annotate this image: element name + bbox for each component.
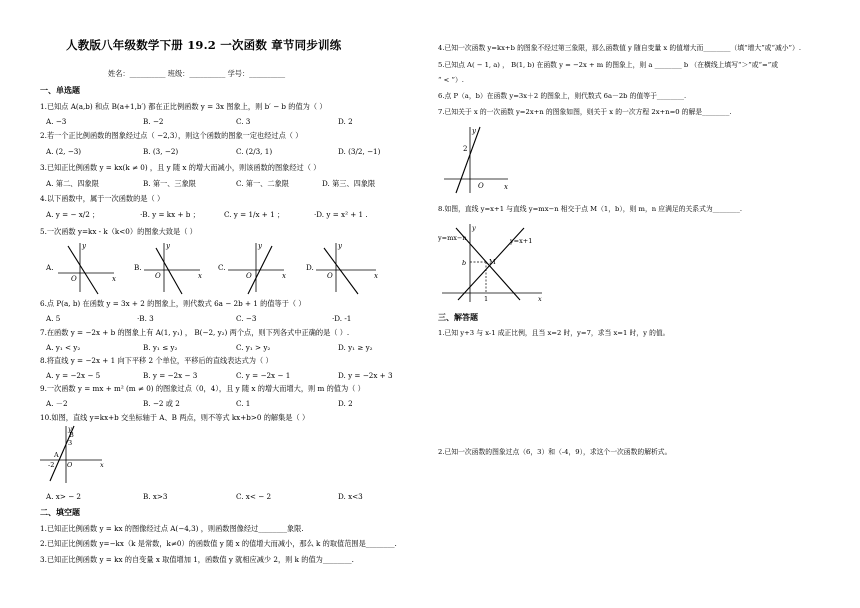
fill-q7: 7.已知关于 x 的一次函数 y=2x+n 的图象如图，则关于 x 的一次方程 2x+n=0 的解是________. [438, 108, 732, 116]
q4-option-d: ·D. y = x² + 1 . [314, 210, 368, 219]
axis-label-y: y [166, 242, 170, 250]
q9-option-c: C. 1 [236, 399, 251, 408]
q2-option-a: A. (2, −3) [46, 147, 82, 156]
solve-q2: 2.已知一次函数的图象过点（6，3）和（-4，9），求这个一次函数的解析式。 [438, 448, 672, 456]
q5-graph-d [314, 240, 380, 295]
origin-label: O [71, 275, 77, 283]
solve-q1: 1.已知 y+3 与 x-1 成正比例，且当 x=2 时，y=7，求当 x=1 时，y 的值。 [438, 329, 670, 337]
fill-q8-line2-label: y=mx−n [438, 234, 467, 242]
q9-option-a: A. －2 [46, 399, 68, 408]
fill-q3: 3.已知正比例函数 y = kx 的自变量 x 取值增加 1，函数值 y 就相应减少 2，则 k 的值为________. [40, 555, 354, 564]
q7-option-c: C. y₁ > y₂ [236, 343, 271, 352]
fill-q7-y-tick-label: 2 [463, 145, 468, 153]
fill-q2: 2.已知正比例函数 y=−kx（k 是常数，k≠0）的函数值 y 随 x 的值增大而减小，那么 k 的取值范围是________. [40, 539, 397, 548]
section-heading-solve: 三、解答题 [438, 312, 478, 322]
q1-option-b: B. −2 [143, 117, 164, 126]
q5-option-d: D. [306, 263, 314, 272]
section-heading-single-choice: 一、单选题 [40, 85, 80, 95]
q1-option-a: A. −3 [46, 117, 67, 126]
fill-q8-line1-label: y=x+1 [510, 237, 533, 245]
origin-label: O [67, 461, 73, 469]
q10-option-d: D. x<3 [338, 492, 363, 501]
section-heading-fill-in: 二、填空题 [40, 507, 80, 517]
q10-point-b-label: B [69, 431, 74, 439]
fill-q6: 6.点 P（a，b）在函数 y=3x＋2 的图象上，则代数式 6a－2b 的值等于________. [438, 92, 687, 100]
origin-label: O [327, 272, 333, 280]
q8-stem: 8.将直线 y = −2x + 1 向下平移 2 个单位，平移后的直线表达式为（ ） [40, 356, 273, 365]
q9-stem: 9.一次函数 y = mx + m² (m ≠ 0) 的图象过点（0，4），且 y 随 x 的增大而增大，则 m 的值为（ ） [40, 384, 365, 393]
q10-point-a-label: A [54, 451, 59, 459]
q10-option-a: A. x> − 2 [46, 492, 82, 501]
q10-stem: 10.如图，直线 y=kx+b 交坐标轴于 A、B 两点，则不等式 kx+b>0 的解集是（ ） [40, 413, 310, 422]
q10-graph [38, 423, 106, 485]
fill-q5-line1: 5.已知点 A( − 1, a) ， B(1, b) 在函数 y = −2x + m 的图象上，则 a ________ b （在横线上填写“＞”或“=”或 [438, 61, 778, 69]
q6-option-d: ·D. -1 [332, 314, 352, 323]
axis-label-x: x [282, 272, 286, 280]
axis-label-x: x [374, 272, 378, 280]
q3-option-b: B. 第一、三象限 [143, 179, 196, 188]
q6-option-a: A. 5 [46, 314, 61, 323]
q7-option-d: D. y₁ ≥ y₂ [338, 343, 373, 352]
q6-option-c: C. −3 [236, 314, 257, 323]
q10-x-tick-label: -2 [48, 461, 55, 469]
axis-label-y: y [472, 224, 476, 232]
q8-option-a: A. y = −2x − 5 [46, 371, 101, 380]
axis-label-x: x [112, 275, 116, 283]
origin-label: O [246, 272, 252, 280]
q5-graph-b [142, 240, 204, 295]
fill-q5-line2: “ < ”）. [438, 76, 464, 84]
fill-q8-b-label: b [462, 259, 467, 267]
q5-option-b: B. [134, 263, 142, 272]
q3-option-c: C. 第一、二象限 [236, 179, 289, 188]
axis-label-x: x [198, 272, 202, 280]
q5-option-c: C. [218, 263, 226, 272]
q4-option-c: C. y = 1/x + 1 ； [224, 210, 285, 219]
q1-stem: 1.已知点 A(a,b) 和点 B(a+1,b′) 都在正比例函数 y = 3x 图象上，则 b′ − b 的值为（ ） [40, 102, 327, 111]
axis-label-x: x [538, 295, 542, 303]
fill-q8: 8.如图，直线 y=x+1 与直线 y=mx−n 相交于点 M（1，b），则 m，n 应满足的关系式为________. [438, 205, 743, 213]
q4-option-a: A. y = − x/2 ； [46, 210, 100, 219]
fill-q8-graph [438, 222, 548, 304]
q4-option-b: ·B. y = kx + b ； [140, 210, 200, 219]
axis-label-y: y [472, 127, 476, 135]
q5-stem: 5.一次函数 y=kx - k（k<0）的图象大致是（ ） [40, 227, 197, 236]
q10-option-b: B. x>3 [143, 492, 168, 501]
q7-option-b: B. y₁ ≤ y₂ [143, 343, 178, 352]
q1-option-d: D. 2 [338, 117, 353, 126]
fill-q7-graph [440, 123, 512, 195]
q10-option-c: C. x< − 2 [236, 492, 272, 501]
origin-label: O [478, 182, 484, 190]
axis-label-y: y [82, 242, 86, 250]
q8-option-b: B. y = −2x − 3 [143, 371, 198, 380]
q8-option-c: C. y = −2x − 1 [236, 371, 291, 380]
q5-graph-a [56, 240, 118, 295]
q7-option-a: A. y₁ < y₂ [46, 343, 81, 352]
fill-q8-point-m-label: M [489, 258, 496, 266]
q5-graph-c [226, 240, 288, 295]
q8-option-d: D. y = −2x + 3 [338, 371, 393, 380]
q1-option-c: C. 3 [236, 117, 251, 126]
fill-q4: 4.已知一次函数 y=kx+b 的图象不经过第三象限，那么函数值 y 随自变量 x 的值增大而________（填“增大”或“减小”）. [438, 44, 801, 52]
q9-option-d: D. 2 [338, 399, 353, 408]
fill-q8-x-tick-label: 1 [484, 295, 489, 303]
q4-stem: 4.以下函数中，属于一次函数的是（ ） [40, 194, 165, 203]
fill-q1: 1.已知正比例函数 y = kx 的图像经过点 A(−4,3) ，则函数图像经过________象限. [40, 524, 304, 533]
q3-option-a: A. 第二、四象限 [46, 179, 99, 188]
q10-y-tick-label: 3 [68, 439, 73, 447]
axis-label-y: y [68, 425, 72, 433]
q2-option-b: B. (3, −2) [143, 147, 179, 156]
origin-label: O [155, 272, 161, 280]
student-info-line: 姓名：__________ 班级：__________ 学号：__________ [108, 69, 286, 78]
axis-label-x: x [100, 461, 104, 469]
q2-stem: 2.若一个正比例函数的图象经过点（ −2,3），则这个函数的图象一定也经过点（ ） [40, 131, 303, 140]
q6-stem: 6.点 P(a, b) 在函数 y = 3x + 2 的图象上，则代数式 6a − 2b + 1 的值等于（ ） [40, 299, 306, 308]
page-title: 人教版八年级数学下册 19.2 一次函数 章节同步训练 [66, 38, 342, 52]
axis-label-y: y [338, 242, 342, 250]
q3-stem: 3.已知正比例函数 y = kx(k ≠ 0) ，且 y 随 x 的增大而减小，则该函数的图象经过（ ） [40, 163, 321, 172]
q2-option-d: D. (3/2, −1) [338, 147, 381, 156]
q9-option-b: B. −2 或 2 [143, 399, 180, 408]
axis-label-x: x [504, 183, 508, 191]
axis-label-y: y [258, 242, 262, 250]
q6-option-b: ·B. 3 [137, 314, 154, 323]
q7-stem: 7.在函数 y = −2x + b 的图象上有 A(1, y₁) ， B(−2, y₂) 两个点，则下列各式中正确的是（ ）. [40, 328, 350, 337]
q3-option-d: D. 第三、四象限 [322, 179, 376, 188]
q5-option-a: A. [46, 263, 54, 272]
q2-option-c: C. (2/3, 1) [236, 147, 273, 156]
